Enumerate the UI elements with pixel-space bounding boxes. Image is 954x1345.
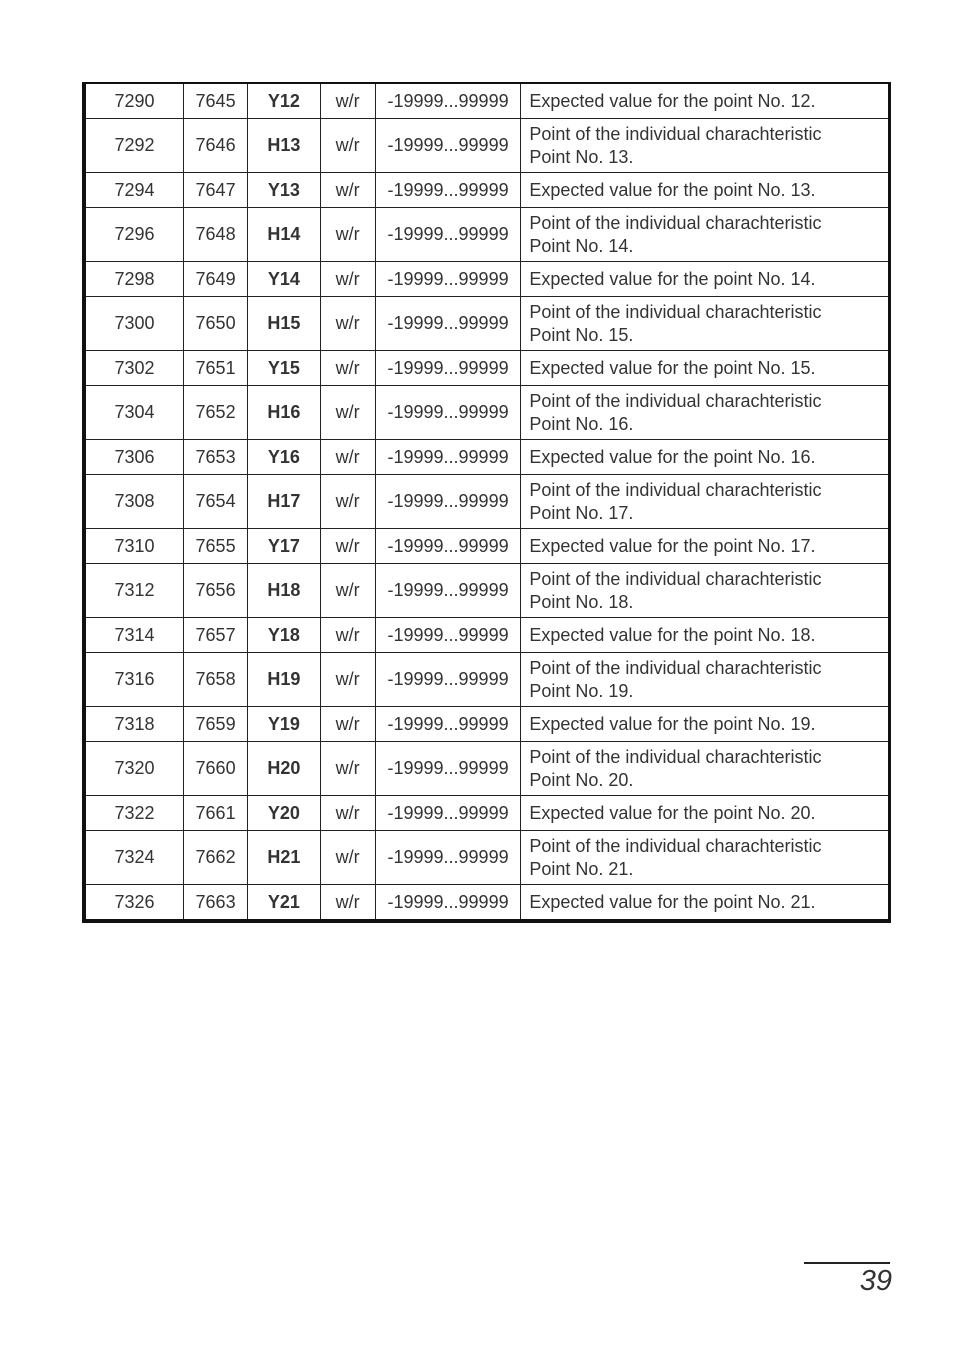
table-row: [84, 742, 890, 796]
description-line: Point of the individual charachteristic: [529, 123, 822, 144]
range-cell: -19999...99999: [375, 796, 521, 831]
address-cell: 7290: [84, 83, 183, 119]
description-cell: [521, 262, 890, 297]
range-cell: -19999...99999: [375, 831, 521, 885]
symbol-cell: H16: [248, 386, 320, 440]
access-cell: w/r: [320, 653, 375, 707]
range-cell: -19999...99999: [375, 173, 521, 208]
description-cell: [521, 529, 890, 564]
address-alt-cell: 7658: [183, 653, 247, 707]
range-cell: -19999...99999: [375, 618, 521, 653]
description-line: Point of the individual charachteristic: [529, 657, 822, 678]
address-alt-cell: 7647: [183, 173, 247, 208]
address-alt-cell: 7657: [183, 618, 247, 653]
address-cell: 7292: [84, 119, 183, 173]
description-line: Expected value for the point No. 14.: [529, 268, 816, 289]
description-line-2: Point No. 19.: [529, 680, 634, 701]
description-line-2: Point No. 18.: [529, 591, 634, 612]
address-cell: 7318: [84, 707, 183, 742]
description-line: Point of the individual charachteristic: [529, 835, 822, 856]
page-number-rule: [804, 1262, 890, 1264]
symbol-cell: Y12: [248, 83, 320, 119]
table-row: [84, 440, 890, 475]
description-cell: [521, 653, 890, 707]
description-line: Point of the individual charachteristic: [529, 479, 822, 500]
description-line: Expected value for the point No. 12.: [529, 90, 816, 111]
address-alt-cell: 7649: [183, 262, 247, 297]
description-line-2: Point No. 21.: [529, 858, 634, 879]
description-line: Point of the individual charachteristic: [529, 301, 822, 322]
symbol-cell: Y19: [248, 707, 320, 742]
description-cell: [521, 208, 890, 262]
table-row: [84, 529, 890, 564]
description-line: Expected value for the point No. 20.: [529, 802, 816, 823]
table-row: [84, 208, 890, 262]
address-cell: 7324: [84, 831, 183, 885]
description-line-2: Point No. 13.: [529, 146, 634, 167]
description-line: Point of the individual charachteristic: [529, 212, 822, 233]
symbol-cell: H14: [248, 208, 320, 262]
address-cell: 7302: [84, 351, 183, 386]
access-cell: w/r: [320, 831, 375, 885]
access-cell: w/r: [320, 742, 375, 796]
range-cell: -19999...99999: [375, 386, 521, 440]
range-cell: -19999...99999: [375, 885, 521, 922]
address-alt-cell: 7646: [183, 119, 247, 173]
symbol-cell: Y17: [248, 529, 320, 564]
table-row: [84, 83, 890, 119]
address-cell: 7320: [84, 742, 183, 796]
description-cell: [521, 173, 890, 208]
description-line: Expected value for the point No. 17.: [529, 535, 816, 556]
table-row: [84, 475, 890, 529]
range-cell: -19999...99999: [375, 119, 521, 173]
access-cell: w/r: [320, 885, 375, 922]
access-cell: w/r: [320, 564, 375, 618]
description-line: Expected value for the point No. 21.: [529, 891, 816, 912]
table-row: [84, 796, 890, 831]
register-table: [82, 82, 891, 923]
access-cell: w/r: [320, 386, 375, 440]
table-row: [84, 351, 890, 386]
table-row: [84, 386, 890, 440]
range-cell: -19999...99999: [375, 208, 521, 262]
address-alt-cell: 7663: [183, 885, 247, 922]
address-cell: 7322: [84, 796, 183, 831]
description-cell: [521, 796, 890, 831]
address-alt-cell: 7656: [183, 564, 247, 618]
access-cell: w/r: [320, 475, 375, 529]
address-cell: 7298: [84, 262, 183, 297]
range-cell: -19999...99999: [375, 262, 521, 297]
symbol-cell: H20: [248, 742, 320, 796]
symbol-cell: H17: [248, 475, 320, 529]
access-cell: w/r: [320, 119, 375, 173]
address-cell: 7312: [84, 564, 183, 618]
address-cell: 7294: [84, 173, 183, 208]
description-line-2: Point No. 15.: [529, 324, 634, 345]
address-cell: 7326: [84, 885, 183, 922]
description-line: Expected value for the point No. 19.: [529, 713, 816, 734]
access-cell: w/r: [320, 297, 375, 351]
table-row: [84, 707, 890, 742]
range-cell: -19999...99999: [375, 564, 521, 618]
description-cell: [521, 707, 890, 742]
address-cell: 7316: [84, 653, 183, 707]
table-row: [84, 173, 890, 208]
range-cell: -19999...99999: [375, 440, 521, 475]
range-cell: -19999...99999: [375, 653, 521, 707]
description-cell: [521, 564, 890, 618]
description-cell: [521, 831, 890, 885]
range-cell: -19999...99999: [375, 529, 521, 564]
address-alt-cell: 7651: [183, 351, 247, 386]
page-number: 39: [859, 1265, 892, 1297]
description-cell: [521, 742, 890, 796]
access-cell: w/r: [320, 173, 375, 208]
access-cell: w/r: [320, 529, 375, 564]
address-cell: 7306: [84, 440, 183, 475]
description-cell: [521, 618, 890, 653]
range-cell: -19999...99999: [375, 351, 521, 386]
symbol-cell: Y15: [248, 351, 320, 386]
table-row: [84, 653, 890, 707]
access-cell: w/r: [320, 208, 375, 262]
address-alt-cell: 7661: [183, 796, 247, 831]
table-row: [84, 885, 890, 922]
symbol-cell: H13: [248, 119, 320, 173]
description-cell: [521, 885, 890, 922]
access-cell: w/r: [320, 707, 375, 742]
symbol-cell: Y21: [248, 885, 320, 922]
description-line: Point of the individual charachteristic: [529, 746, 822, 767]
access-cell: w/r: [320, 351, 375, 386]
table-row: [84, 119, 890, 173]
description-cell: [521, 475, 890, 529]
symbol-cell: Y16: [248, 440, 320, 475]
address-cell: 7314: [84, 618, 183, 653]
address-alt-cell: 7653: [183, 440, 247, 475]
table-row: [84, 262, 890, 297]
symbol-cell: H21: [248, 831, 320, 885]
access-cell: w/r: [320, 618, 375, 653]
description-cell: [521, 386, 890, 440]
address-alt-cell: 7648: [183, 208, 247, 262]
description-cell: [521, 119, 890, 173]
access-cell: w/r: [320, 83, 375, 119]
description-line-2: Point No. 14.: [529, 235, 634, 256]
description-line: Expected value for the point No. 16.: [529, 446, 816, 467]
description-line: Expected value for the point No. 13.: [529, 179, 816, 200]
address-cell: 7300: [84, 297, 183, 351]
address-alt-cell: 7659: [183, 707, 247, 742]
address-alt-cell: 7652: [183, 386, 247, 440]
address-cell: 7296: [84, 208, 183, 262]
range-cell: -19999...99999: [375, 475, 521, 529]
table-row: [84, 831, 890, 885]
address-alt-cell: 7645: [183, 83, 247, 119]
symbol-cell: H15: [248, 297, 320, 351]
range-cell: -19999...99999: [375, 297, 521, 351]
address-alt-cell: 7660: [183, 742, 247, 796]
address-cell: 7308: [84, 475, 183, 529]
address-alt-cell: 7655: [183, 529, 247, 564]
range-cell: -19999...99999: [375, 83, 521, 119]
symbol-cell: Y14: [248, 262, 320, 297]
symbol-cell: Y20: [248, 796, 320, 831]
address-alt-cell: 7662: [183, 831, 247, 885]
access-cell: w/r: [320, 440, 375, 475]
access-cell: w/r: [320, 262, 375, 297]
description-cell: [521, 297, 890, 351]
address-alt-cell: 7650: [183, 297, 247, 351]
table-row: [84, 564, 890, 618]
table-row: [84, 297, 890, 351]
description-line-2: Point No. 17.: [529, 502, 634, 523]
description-line: Point of the individual charachteristic: [529, 568, 822, 589]
description-line-2: Point No. 20.: [529, 769, 634, 790]
symbol-cell: Y13: [248, 173, 320, 208]
description-cell: [521, 440, 890, 475]
description-cell: [521, 83, 890, 119]
symbol-cell: Y18: [248, 618, 320, 653]
symbol-cell: H18: [248, 564, 320, 618]
access-cell: w/r: [320, 796, 375, 831]
description-line: Expected value for the point No. 18.: [529, 624, 816, 645]
range-cell: -19999...99999: [375, 707, 521, 742]
description-cell: [521, 351, 890, 386]
symbol-cell: H19: [248, 653, 320, 707]
range-cell: -19999...99999: [375, 742, 521, 796]
description-line: Point of the individual charachteristic: [529, 390, 822, 411]
table-body: [84, 83, 890, 921]
address-alt-cell: 7654: [183, 475, 247, 529]
description-line: Expected value for the point No. 15.: [529, 357, 816, 378]
address-cell: 7304: [84, 386, 183, 440]
table-row: [84, 618, 890, 653]
description-line-2: Point No. 16.: [529, 413, 634, 434]
address-cell: 7310: [84, 529, 183, 564]
